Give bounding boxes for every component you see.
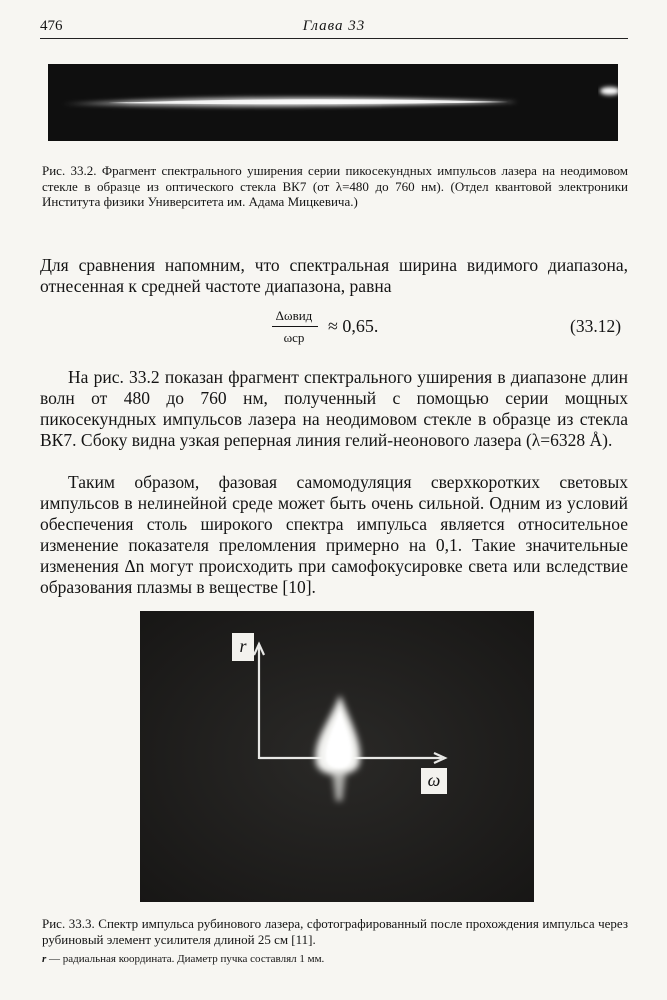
figure-33-3-caption: Рис. 33.3. Спектр импульса рубинового лазера, сфотографированный после прохождения импульса через рубиновый элемент усилителя длиной 25 см [11]. (42, 916, 628, 947)
ruby-spectrum-image (140, 611, 534, 902)
formula-numerator: Δωвид (275, 308, 313, 323)
equation-number: (33.12) (570, 316, 622, 336)
axis-label-r: r (232, 633, 254, 661)
axis-label-omega: ω (421, 768, 447, 794)
paragraph-1: Для сравнения напомним, что спектральная ширина видимого диапазона, отнесенная к средней частоте диапазона, равна (40, 255, 628, 296)
spectral-streak-image (48, 64, 618, 141)
note-text: — радиальная координата. Диаметр пучка составлял 1 мм. (46, 953, 325, 965)
page-number: 476 (40, 18, 63, 34)
formula-value: ≈ 0,65. (328, 316, 379, 336)
note-symbol: r (42, 953, 47, 965)
figure-33-2-caption: Рис. 33.2. Фрагмент спектрального уширения серии пикосекундных импульсов лазера на неодимовом стекле в образце из оптического стекла ВК7 (от λ=480 до 760 нм). (Отдел квантовой электроники Института физики Университета им. Адама Мицкевича.) (42, 163, 628, 209)
figure-ruby-laser-spectrum-photo (140, 611, 534, 902)
fraction-line (272, 326, 318, 327)
paragraph-2: На рис. 33.2 показан фрагмент спектрального уширения в диапазоне длин волн от 480 до 760 нм, полученный с помощью серии мощных пикосекундных импульсов лазера на неодимовом стекле в образце из стекла ВК7. Сбоку видна узкая реперная линия гелий-неонового лазера (λ=6328 Å). (40, 367, 628, 450)
formula-denominator: ωср (283, 330, 305, 345)
running-head: Глава 33 (302, 18, 366, 34)
figure-33-3-note (42, 952, 628, 966)
figure-spectral-broadening-photo (48, 64, 618, 141)
paragraph-3: Таким образом, фазовая самомодуляция сверхкоротких световых импульсов в нелинейной среде может быть очень сильной. Одним из условий обеспечения столь широкого спектра импульса является относительное изменение показателя преломления примерно на 0,1. Такие значительные изменения Δn могут происходить при самофокусировке света или вследствие образования плазмы в веществе [10]. (40, 472, 628, 597)
page-header (40, 16, 628, 39)
